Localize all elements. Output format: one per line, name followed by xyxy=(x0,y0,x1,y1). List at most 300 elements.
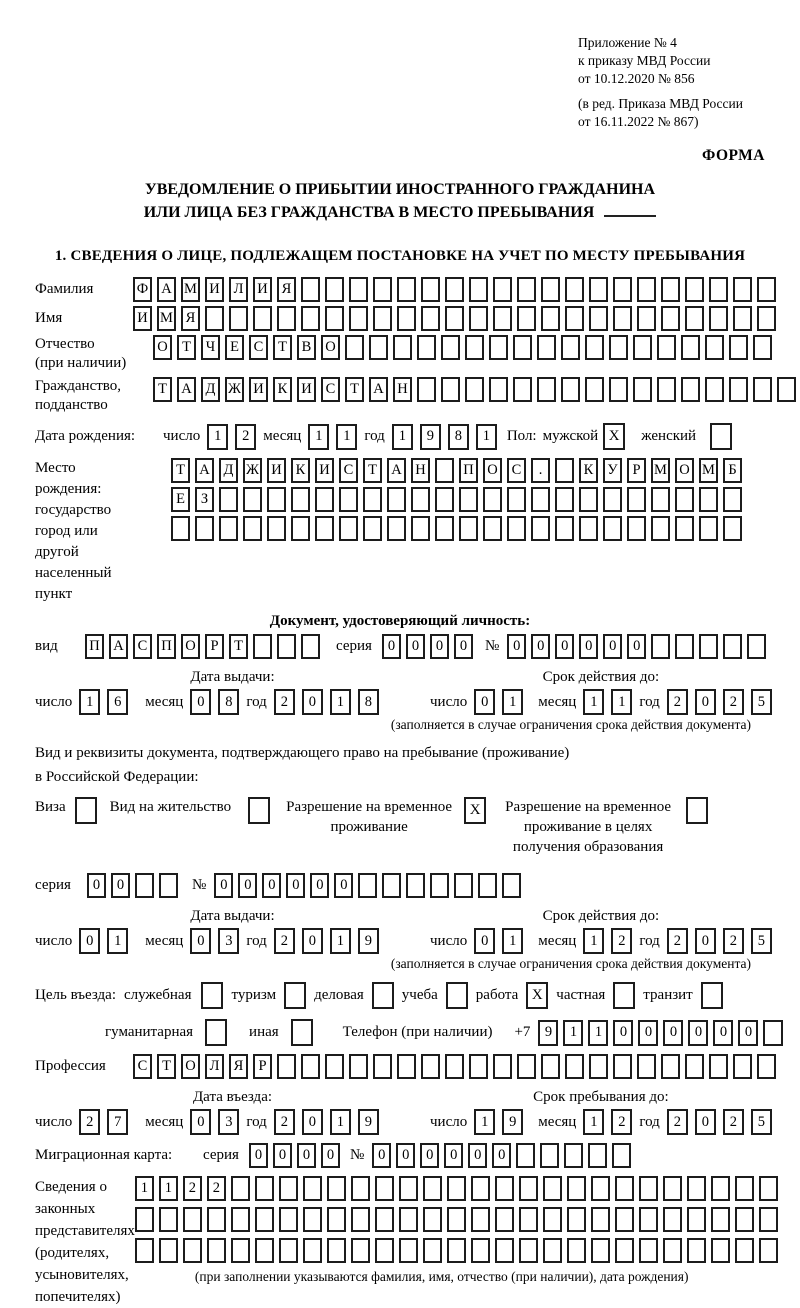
char-cell[interactable]: М xyxy=(651,458,670,483)
char-cell[interactable] xyxy=(516,1143,535,1168)
char-cell[interactable]: О xyxy=(675,458,694,483)
char-cell[interactable] xyxy=(589,277,608,302)
char-cell[interactable]: 0 xyxy=(492,1143,511,1168)
char-cell[interactable]: 0 xyxy=(111,873,130,898)
char-cell[interactable]: Н xyxy=(393,377,412,402)
char-cell[interactable] xyxy=(446,982,468,1009)
char-cell[interactable] xyxy=(423,1238,442,1263)
char-cell[interactable] xyxy=(421,1054,440,1079)
char-cell[interactable] xyxy=(519,1207,538,1232)
char-cell[interactable]: Т xyxy=(363,458,382,483)
char-cell[interactable]: 8 xyxy=(448,424,469,450)
char-cell[interactable] xyxy=(710,423,732,450)
char-cell[interactable] xyxy=(373,277,392,302)
char-cell[interactable]: 0 xyxy=(738,1020,758,1046)
char-cell[interactable]: 0 xyxy=(507,634,526,659)
char-cell[interactable] xyxy=(315,516,334,541)
char-cell[interactable] xyxy=(555,516,574,541)
char-cell[interactable] xyxy=(441,335,460,360)
char-cell[interactable] xyxy=(637,306,656,331)
char-cell[interactable] xyxy=(561,335,580,360)
char-cell[interactable] xyxy=(303,1238,322,1263)
char-cell[interactable] xyxy=(363,487,382,512)
char-cell[interactable]: 0 xyxy=(302,689,323,715)
char-cell[interactable] xyxy=(627,487,646,512)
char-cell[interactable]: 9 xyxy=(358,928,379,954)
char-cell[interactable]: К xyxy=(579,458,598,483)
char-cell[interactable]: 1 xyxy=(207,424,228,450)
char-cell[interactable]: М xyxy=(699,458,718,483)
char-cell[interactable]: 0 xyxy=(87,873,106,898)
char-cell[interactable] xyxy=(753,335,772,360)
char-cell[interactable]: 2 xyxy=(723,1109,744,1135)
char-cell[interactable] xyxy=(735,1238,754,1263)
char-cell[interactable] xyxy=(633,377,652,402)
char-cell[interactable] xyxy=(723,634,742,659)
char-cell[interactable]: И xyxy=(315,458,334,483)
char-cell[interactable] xyxy=(351,1238,370,1263)
char-cell[interactable] xyxy=(513,377,532,402)
char-cell[interactable] xyxy=(421,277,440,302)
char-cell[interactable]: 1 xyxy=(583,689,604,715)
char-cell[interactable] xyxy=(375,1207,394,1232)
char-cell[interactable]: И xyxy=(249,377,268,402)
char-cell[interactable] xyxy=(531,516,550,541)
char-cell[interactable] xyxy=(253,306,272,331)
char-cell[interactable]: И xyxy=(133,306,152,331)
char-cell[interactable]: 1 xyxy=(476,424,497,450)
char-cell[interactable] xyxy=(613,277,632,302)
char-cell[interactable]: Р xyxy=(253,1054,272,1079)
char-cell[interactable] xyxy=(579,487,598,512)
char-cell[interactable] xyxy=(171,516,190,541)
char-cell[interactable]: О xyxy=(321,335,340,360)
char-cell[interactable]: 0 xyxy=(663,1020,683,1046)
char-cell[interactable]: 2 xyxy=(723,928,744,954)
char-cell[interactable]: 1 xyxy=(588,1020,608,1046)
char-cell[interactable]: 0 xyxy=(262,873,281,898)
char-cell[interactable] xyxy=(675,487,694,512)
char-cell[interactable] xyxy=(733,1054,752,1079)
char-cell[interactable]: 2 xyxy=(667,689,688,715)
char-cell[interactable]: 0 xyxy=(531,634,550,659)
char-cell[interactable] xyxy=(135,873,154,898)
char-cell[interactable]: 0 xyxy=(249,1143,268,1168)
char-cell[interactable] xyxy=(591,1176,610,1201)
char-cell[interactable] xyxy=(417,335,436,360)
char-cell[interactable] xyxy=(565,306,584,331)
char-cell[interactable]: С xyxy=(133,634,152,659)
char-cell[interactable]: 8 xyxy=(358,689,379,715)
char-cell[interactable]: 2 xyxy=(667,1109,688,1135)
char-cell[interactable]: М xyxy=(157,306,176,331)
char-cell[interactable] xyxy=(675,634,694,659)
char-cell[interactable]: 0 xyxy=(382,634,401,659)
char-cell[interactable]: Т xyxy=(157,1054,176,1079)
char-cell[interactable]: 0 xyxy=(468,1143,487,1168)
char-cell[interactable]: 0 xyxy=(334,873,353,898)
char-cell[interactable] xyxy=(325,1054,344,1079)
char-cell[interactable] xyxy=(519,1176,538,1201)
char-cell[interactable] xyxy=(393,335,412,360)
char-cell[interactable] xyxy=(709,1054,728,1079)
char-cell[interactable] xyxy=(201,982,223,1009)
char-cell[interactable] xyxy=(661,1054,680,1079)
char-cell[interactable] xyxy=(661,277,680,302)
char-cell[interactable] xyxy=(435,458,454,483)
char-cell[interactable] xyxy=(255,1207,274,1232)
char-cell[interactable]: 0 xyxy=(420,1143,439,1168)
char-cell[interactable] xyxy=(373,306,392,331)
char-cell[interactable] xyxy=(637,1054,656,1079)
char-cell[interactable]: Д xyxy=(201,377,220,402)
char-cell[interactable] xyxy=(591,1238,610,1263)
char-cell[interactable] xyxy=(207,1238,226,1263)
char-cell[interactable]: 2 xyxy=(207,1176,226,1201)
char-cell[interactable]: 1 xyxy=(330,1109,351,1135)
char-cell[interactable]: 2 xyxy=(79,1109,100,1135)
char-cell[interactable] xyxy=(589,1054,608,1079)
char-cell[interactable] xyxy=(301,1054,320,1079)
char-cell[interactable] xyxy=(454,873,473,898)
char-cell[interactable] xyxy=(248,797,270,824)
char-cell[interactable] xyxy=(493,1054,512,1079)
char-cell[interactable] xyxy=(565,277,584,302)
char-cell[interactable] xyxy=(423,1176,442,1201)
char-cell[interactable]: А xyxy=(157,277,176,302)
char-cell[interactable]: 0 xyxy=(688,1020,708,1046)
char-cell[interactable]: Н xyxy=(411,458,430,483)
char-cell[interactable] xyxy=(493,306,512,331)
char-cell[interactable] xyxy=(564,1143,583,1168)
char-cell[interactable] xyxy=(349,277,368,302)
char-cell[interactable] xyxy=(267,487,286,512)
char-cell[interactable] xyxy=(675,516,694,541)
char-cell[interactable] xyxy=(253,634,272,659)
char-cell[interactable] xyxy=(399,1207,418,1232)
char-cell[interactable]: 1 xyxy=(502,928,523,954)
char-cell[interactable]: Ф xyxy=(133,277,152,302)
char-cell[interactable]: А xyxy=(195,458,214,483)
char-cell[interactable] xyxy=(205,306,224,331)
char-cell[interactable]: У xyxy=(603,458,622,483)
char-cell[interactable] xyxy=(613,982,635,1009)
char-cell[interactable]: 5 xyxy=(751,928,772,954)
char-cell[interactable] xyxy=(591,1207,610,1232)
char-cell[interactable]: Е xyxy=(171,487,190,512)
char-cell[interactable]: 0 xyxy=(695,928,716,954)
char-cell[interactable] xyxy=(255,1176,274,1201)
char-cell[interactable] xyxy=(681,335,700,360)
char-cell[interactable] xyxy=(325,277,344,302)
char-cell[interactable]: 0 xyxy=(286,873,305,898)
char-cell[interactable]: Т xyxy=(345,377,364,402)
char-cell[interactable] xyxy=(537,335,556,360)
char-cell[interactable] xyxy=(291,487,310,512)
char-cell[interactable] xyxy=(541,277,560,302)
char-cell[interactable]: 1 xyxy=(563,1020,583,1046)
char-cell[interactable] xyxy=(567,1238,586,1263)
char-cell[interactable]: X xyxy=(603,423,625,450)
char-cell[interactable]: 2 xyxy=(183,1176,202,1201)
char-cell[interactable] xyxy=(541,306,560,331)
char-cell[interactable]: С xyxy=(249,335,268,360)
char-cell[interactable]: Б xyxy=(723,458,742,483)
char-cell[interactable] xyxy=(517,1054,536,1079)
char-cell[interactable] xyxy=(711,1238,730,1263)
char-cell[interactable] xyxy=(387,516,406,541)
char-cell[interactable] xyxy=(301,634,320,659)
char-cell[interactable]: Т xyxy=(229,634,248,659)
char-cell[interactable] xyxy=(231,1207,250,1232)
char-cell[interactable]: 1 xyxy=(330,928,351,954)
char-cell[interactable] xyxy=(219,487,238,512)
char-cell[interactable] xyxy=(495,1207,514,1232)
char-cell[interactable] xyxy=(447,1238,466,1263)
char-cell[interactable] xyxy=(445,1054,464,1079)
char-cell[interactable]: А xyxy=(369,377,388,402)
char-cell[interactable] xyxy=(459,516,478,541)
char-cell[interactable] xyxy=(417,377,436,402)
char-cell[interactable] xyxy=(291,1019,313,1046)
char-cell[interactable] xyxy=(699,634,718,659)
char-cell[interactable] xyxy=(531,487,550,512)
char-cell[interactable] xyxy=(351,1207,370,1232)
char-cell[interactable] xyxy=(735,1176,754,1201)
char-cell[interactable] xyxy=(369,335,388,360)
char-cell[interactable] xyxy=(231,1238,250,1263)
char-cell[interactable] xyxy=(315,487,334,512)
char-cell[interactable]: 2 xyxy=(667,928,688,954)
char-cell[interactable]: К xyxy=(273,377,292,402)
char-cell[interactable] xyxy=(565,1054,584,1079)
char-cell[interactable]: Л xyxy=(229,277,248,302)
char-cell[interactable] xyxy=(423,1207,442,1232)
char-cell[interactable] xyxy=(705,377,724,402)
char-cell[interactable] xyxy=(406,873,425,898)
char-cell[interactable]: 1 xyxy=(474,1109,495,1135)
char-cell[interactable]: 9 xyxy=(358,1109,379,1135)
char-cell[interactable] xyxy=(507,487,526,512)
char-cell[interactable]: 0 xyxy=(302,928,323,954)
char-cell[interactable] xyxy=(709,277,728,302)
char-cell[interactable] xyxy=(681,377,700,402)
char-cell[interactable] xyxy=(205,1019,227,1046)
char-cell[interactable] xyxy=(243,487,262,512)
char-cell[interactable]: 5 xyxy=(751,689,772,715)
char-cell[interactable] xyxy=(277,634,296,659)
char-cell[interactable]: И xyxy=(297,377,316,402)
char-cell[interactable] xyxy=(387,487,406,512)
char-cell[interactable]: С xyxy=(339,458,358,483)
char-cell[interactable]: 0 xyxy=(190,928,211,954)
char-cell[interactable]: О xyxy=(153,335,172,360)
char-cell[interactable]: А xyxy=(109,634,128,659)
char-cell[interactable]: З xyxy=(195,487,214,512)
char-cell[interactable] xyxy=(447,1207,466,1232)
char-cell[interactable]: О xyxy=(483,458,502,483)
char-cell[interactable] xyxy=(469,306,488,331)
char-cell[interactable]: Ж xyxy=(225,377,244,402)
char-cell[interactable] xyxy=(757,306,776,331)
char-cell[interactable] xyxy=(663,1238,682,1263)
char-cell[interactable] xyxy=(397,277,416,302)
char-cell[interactable]: Ж xyxy=(243,458,262,483)
char-cell[interactable] xyxy=(483,487,502,512)
char-cell[interactable] xyxy=(469,277,488,302)
char-cell[interactable] xyxy=(639,1207,658,1232)
char-cell[interactable] xyxy=(435,516,454,541)
char-cell[interactable]: 0 xyxy=(79,928,100,954)
char-cell[interactable]: 0 xyxy=(603,634,622,659)
char-cell[interactable]: 7 xyxy=(107,1109,128,1135)
char-cell[interactable] xyxy=(517,277,536,302)
char-cell[interactable] xyxy=(729,335,748,360)
char-cell[interactable] xyxy=(663,1176,682,1201)
char-cell[interactable]: 0 xyxy=(627,634,646,659)
char-cell[interactable]: Е xyxy=(225,335,244,360)
char-cell[interactable] xyxy=(709,306,728,331)
char-cell[interactable] xyxy=(471,1238,490,1263)
char-cell[interactable]: Т xyxy=(177,335,196,360)
char-cell[interactable] xyxy=(489,377,508,402)
char-cell[interactable]: 0 xyxy=(555,634,574,659)
char-cell[interactable] xyxy=(471,1207,490,1232)
char-cell[interactable]: С xyxy=(507,458,526,483)
char-cell[interactable]: 8 xyxy=(218,689,239,715)
char-cell[interactable]: 0 xyxy=(321,1143,340,1168)
char-cell[interactable] xyxy=(421,306,440,331)
char-cell[interactable] xyxy=(349,1054,368,1079)
char-cell[interactable] xyxy=(397,306,416,331)
char-cell[interactable] xyxy=(627,516,646,541)
char-cell[interactable] xyxy=(279,1176,298,1201)
char-cell[interactable]: 1 xyxy=(611,689,632,715)
char-cell[interactable]: 1 xyxy=(79,689,100,715)
char-cell[interactable]: 1 xyxy=(330,689,351,715)
char-cell[interactable]: 2 xyxy=(274,1109,295,1135)
char-cell[interactable]: 1 xyxy=(308,424,329,450)
char-cell[interactable] xyxy=(615,1238,634,1263)
char-cell[interactable]: X xyxy=(464,797,486,824)
char-cell[interactable]: Т xyxy=(171,458,190,483)
char-cell[interactable]: 2 xyxy=(611,1109,632,1135)
char-cell[interactable] xyxy=(327,1238,346,1263)
char-cell[interactable]: 1 xyxy=(583,1109,604,1135)
char-cell[interactable]: 6 xyxy=(107,689,128,715)
char-cell[interactable] xyxy=(430,873,449,898)
char-cell[interactable]: С xyxy=(321,377,340,402)
char-cell[interactable]: Ч xyxy=(201,335,220,360)
char-cell[interactable]: К xyxy=(291,458,310,483)
char-cell[interactable] xyxy=(747,634,766,659)
char-cell[interactable] xyxy=(561,377,580,402)
char-cell[interactable] xyxy=(445,306,464,331)
char-cell[interactable] xyxy=(615,1176,634,1201)
char-cell[interactable]: Т xyxy=(153,377,172,402)
char-cell[interactable] xyxy=(613,1054,632,1079)
char-cell[interactable]: 0 xyxy=(695,689,716,715)
char-cell[interactable] xyxy=(723,516,742,541)
char-cell[interactable] xyxy=(397,1054,416,1079)
char-cell[interactable] xyxy=(411,487,430,512)
char-cell[interactable] xyxy=(543,1238,562,1263)
char-cell[interactable]: П xyxy=(85,634,104,659)
char-cell[interactable] xyxy=(279,1207,298,1232)
char-cell[interactable] xyxy=(471,1176,490,1201)
char-cell[interactable] xyxy=(579,516,598,541)
char-cell[interactable] xyxy=(399,1176,418,1201)
char-cell[interactable] xyxy=(612,1143,631,1168)
char-cell[interactable]: 0 xyxy=(214,873,233,898)
char-cell[interactable]: 2 xyxy=(274,928,295,954)
char-cell[interactable]: П xyxy=(459,458,478,483)
char-cell[interactable] xyxy=(519,1238,538,1263)
char-cell[interactable]: 0 xyxy=(454,634,473,659)
char-cell[interactable]: Р xyxy=(627,458,646,483)
char-cell[interactable] xyxy=(489,335,508,360)
char-cell[interactable] xyxy=(609,377,628,402)
char-cell[interactable] xyxy=(651,634,670,659)
char-cell[interactable] xyxy=(339,487,358,512)
char-cell[interactable] xyxy=(537,377,556,402)
char-cell[interactable] xyxy=(195,516,214,541)
char-cell[interactable] xyxy=(687,1176,706,1201)
char-cell[interactable] xyxy=(349,306,368,331)
char-cell[interactable] xyxy=(759,1238,778,1263)
char-cell[interactable] xyxy=(657,377,676,402)
char-cell[interactable] xyxy=(375,1238,394,1263)
char-cell[interactable]: И xyxy=(205,277,224,302)
char-cell[interactable] xyxy=(445,277,464,302)
char-cell[interactable] xyxy=(541,1054,560,1079)
char-cell[interactable] xyxy=(759,1207,778,1232)
char-cell[interactable] xyxy=(753,377,772,402)
char-cell[interactable] xyxy=(639,1176,658,1201)
char-cell[interactable] xyxy=(277,306,296,331)
char-cell[interactable] xyxy=(183,1238,202,1263)
char-cell[interactable]: 2 xyxy=(235,424,256,450)
char-cell[interactable]: 0 xyxy=(579,634,598,659)
char-cell[interactable]: М xyxy=(181,277,200,302)
char-cell[interactable] xyxy=(327,1176,346,1201)
char-cell[interactable] xyxy=(255,1238,274,1263)
char-cell[interactable] xyxy=(339,516,358,541)
char-cell[interactable]: 0 xyxy=(396,1143,415,1168)
char-cell[interactable] xyxy=(757,277,776,302)
char-cell[interactable] xyxy=(135,1207,154,1232)
char-cell[interactable]: 0 xyxy=(430,634,449,659)
char-cell[interactable]: 0 xyxy=(638,1020,658,1046)
char-cell[interactable]: 0 xyxy=(695,1109,716,1135)
char-cell[interactable]: Я xyxy=(277,277,296,302)
char-cell[interactable] xyxy=(363,516,382,541)
char-cell[interactable] xyxy=(705,335,724,360)
char-cell[interactable]: 3 xyxy=(218,928,239,954)
char-cell[interactable]: X xyxy=(526,982,548,1009)
char-cell[interactable] xyxy=(687,1207,706,1232)
char-cell[interactable] xyxy=(303,1207,322,1232)
char-cell[interactable] xyxy=(345,335,364,360)
char-cell[interactable] xyxy=(585,335,604,360)
char-cell[interactable] xyxy=(603,487,622,512)
char-cell[interactable] xyxy=(375,1176,394,1201)
char-cell[interactable] xyxy=(75,797,97,824)
char-cell[interactable] xyxy=(465,335,484,360)
char-cell[interactable] xyxy=(589,306,608,331)
char-cell[interactable] xyxy=(588,1143,607,1168)
char-cell[interactable] xyxy=(159,1207,178,1232)
